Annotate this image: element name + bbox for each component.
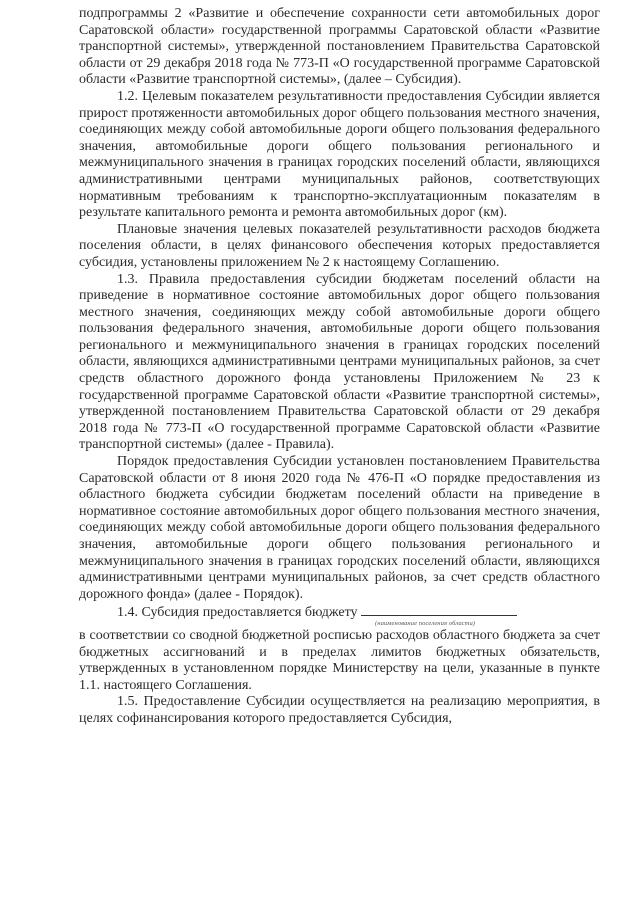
paragraph-subprogram-continuation: подпрограммы 2 «Развитие и обеспечение сохранности сети автомобильных дорог Саратовской области» государственной программы Саратовской области «Развитие транспортной системы», утвержденной постановлением Правительства Саратовской области от 29 декабря 2018 года № 773-П «О государственной программе Саратовской области «Развитие транспортной системы», (далее – Субсидия). (79, 6, 600, 88)
paragraph-1-2-target-indicator: 1.2. Целевым показателем результативности предоставления Субсидии является прирост протяженности автомобильных дорог общего пользования местного значения, соединяющих между собой автомобильные дороги общего пользования федерального значения, автомобильные дороги общего пользования регионального и межмуниципального значения в границах городских поселений области, являющихся административными центрами муниципальных районов, соответствующих нормативным требованиям к транспортно-эксплуатационным показателям в результате капитального ремонта и ремонта автомобильных дорог (км). (79, 88, 600, 221)
paragraph-1-3-rules: 1.3. Правила предоставления субсидии бюджетам поселений области на приведение в нормативное состояние автомобильных дорог общего пользования местного значения, соединяющих между собой автомобильные дороги общего пользования федерального значения, автомобильные дороги общего пользования регионального и межмуниципального значения в границах городских поселений области, являющихся административными центрами муниципальных районов, за счет средств областного дорожного фонда установлены Приложением № 23 к государственной программе Саратовской области «Развитие транспортной системы», утвержденной постановлением Правительства Саратовской области от 29 декабря 2018 года № 773-П «О государственной программе Саратовской области «Развитие транспортной системы» (далее - Правила). (79, 271, 600, 453)
paragraph-1-4-lead-text: 1.4. Субсидия предоставляется бюджету (117, 605, 358, 621)
paragraph-planned-values: Плановые значения целевых показателей результативности расходов бюджета поселения области, в целях финансового обеспечения которых предоставляется субсидия, установлены приложением № 2 к настоящему Соглашению. (79, 221, 600, 270)
document-body (79, 6, 600, 728)
paragraph-1-4-rest: в соответствии со сводной бюджетной росписью расходов областного бюджета за счет бюджетных ассигнований и в пределах лимитов бюджетных обязательств, утвержденных в установленном порядке Министерству на цели, указанные в пункте 1.1. настоящего Соглашения. (79, 627, 600, 693)
settlement-name-blank (361, 603, 517, 616)
paragraph-procedure: Порядок предоставления Субсидии установлен постановлением Правительства Саратовской области от 8 июня 2020 года № 476-П «О порядке предоставления из областного бюджета субсидии бюджетам поселений области на приведение в нормативное состояние автомобильных дорог общего пользования местного значения, соединяющих между собой автомобильные дороги общего пользования федерального значения, автомобильные дороги общего пользования регионального и межмуниципального значения в границах городских поселений области, являющихся административными центрами муниципальных районов, за счет средств областного дорожного фонда» (далее - Порядок). (79, 454, 600, 602)
paragraph-1-5: 1.5. Предоставление Субсидии осуществляется на реализацию мероприятия, в целях софинансирования которого предоставляется Субсидия, (79, 694, 600, 726)
settlement-name-caption: (наименование поселения области) (375, 619, 476, 627)
